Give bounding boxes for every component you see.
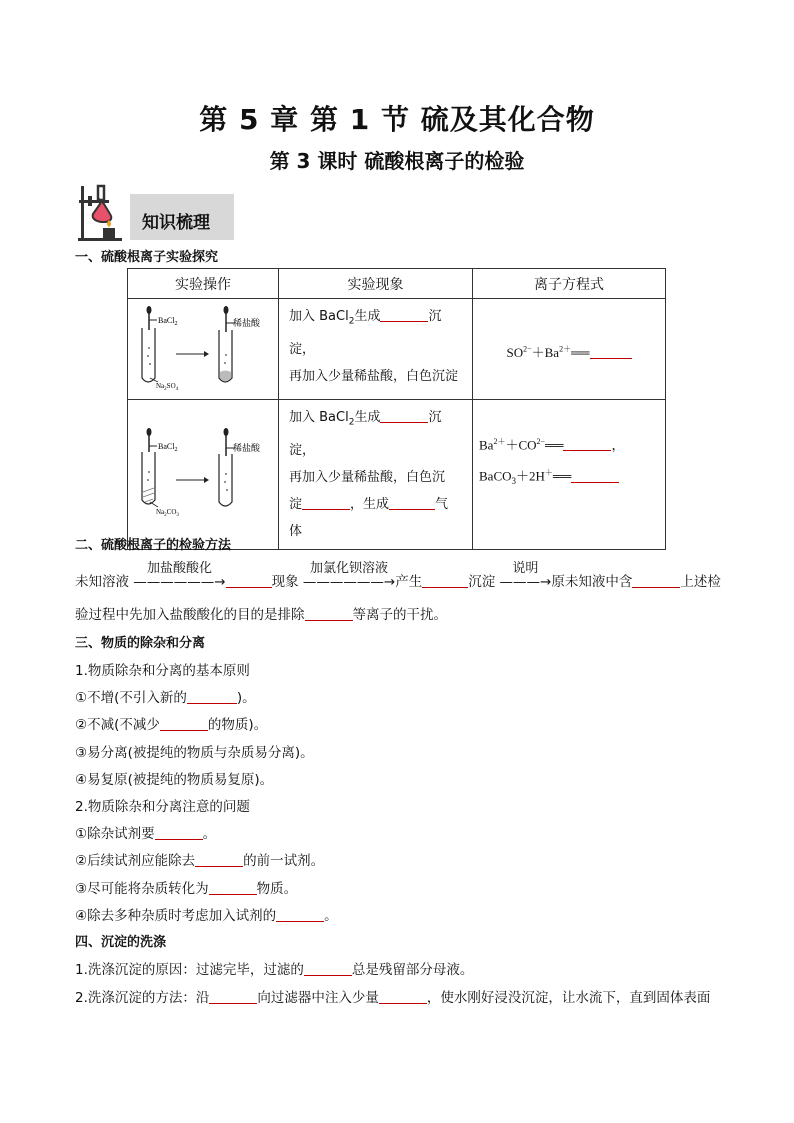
test-tube-icon [219, 330, 232, 382]
list-item: ②不减(不减少 的物质)。 [75, 717, 268, 733]
list-item: ①除杂试剂要 。 [75, 826, 217, 842]
answer-blank[interactable] [563, 437, 611, 451]
table-header-row [128, 269, 666, 299]
svg-text:Na2CO3: $Na_2CO_3$ [156, 508, 179, 519]
section-banner: 知识梳理 [130, 194, 234, 240]
list-item: ③尽可能将杂质转化为 物质。 [75, 881, 298, 897]
phenomenon-cell: 加入 BaCl$_2$生成 沉淀， 再加入少量稀盐酸，白色沉 淀 ，生成 气 体 [279, 400, 473, 550]
answer-blank[interactable] [160, 717, 208, 731]
header-operation: 实验操作 [128, 269, 279, 299]
arrow-label: 加氯化钡溶液 [310, 561, 389, 576]
answer-blank[interactable] [302, 496, 350, 510]
arrow-icon: ———→ [499, 574, 552, 590]
test-tube-icon [142, 452, 155, 504]
svg-text:稀盐酸: 稀盐酸 [233, 444, 261, 455]
equation-cell: $Ba^{2+}+CO^{2-}══$ ， BaCO$_3$＋2H＋══ [473, 400, 666, 550]
dropper-icon [224, 428, 229, 456]
page-title: 第 5 章 第 1 节 硫及其化合物 [199, 103, 595, 136]
answer-blank[interactable] [389, 496, 435, 510]
phenomenon-cell: 加入 BaCl$_2$生成 沉淀， 再加入少量稀盐酸，白色沉淀 [279, 299, 473, 400]
svg-text:BaCl2: BaCl$_2$ [158, 442, 178, 454]
dropper-icon [147, 428, 152, 452]
section-2-heading: 二、硫酸根离子的检验方法 [75, 538, 232, 553]
answer-blank[interactable] [187, 690, 237, 704]
header-equation: 离子方程式 [473, 269, 666, 299]
dropper-icon [224, 306, 229, 332]
answer-blank[interactable] [209, 881, 257, 895]
answer-blank[interactable] [304, 962, 352, 976]
washing-reason: 1.洗涤沉淀的原因：过滤完毕，过滤的 总是残留部分母液。 [75, 962, 474, 978]
arrow-label: 说明 [512, 561, 539, 576]
page-subtitle: 第 3 课时 硫酸根离子的检验 [269, 149, 525, 173]
answer-blank[interactable] [195, 853, 243, 867]
list-item: ②后续试剂应能除去 的前一试剂。 [75, 853, 325, 869]
answer-blank[interactable] [380, 409, 428, 423]
equation-cell: $SO^{2-}+Ba^{2+}══$ [473, 299, 666, 400]
table-row [128, 400, 666, 550]
arrow-icon [176, 477, 209, 483]
washing-method: 2.洗涤沉淀的方法：沿 向过滤器中注入少量 ，使水刚好浸没沉淀，让水流下，直到固体表面 [75, 990, 711, 1006]
list-item: ③易分离(被提纯的物质与杂质易分离)。 [75, 745, 314, 761]
phenomenon-text: 再加入少量稀盐酸，白色沉 [289, 469, 446, 485]
attention-subheading: 2.物质除杂和分离注意的问题 [75, 799, 250, 815]
phenomenon-text: 再加入少量稀盐酸，白色沉淀 [289, 368, 459, 384]
list-item: ④除去多种杂质时考虑加入试剂的 。 [75, 908, 338, 924]
answer-blank[interactable] [379, 990, 427, 1004]
answer-blank[interactable] [422, 574, 468, 588]
section-4-heading: 四、沉淀的洗涤 [75, 935, 167, 950]
svg-text:稀盐酸: 稀盐酸 [233, 319, 261, 329]
lab-flask-icon [76, 180, 136, 242]
arrow-label: 加盐酸酸化 [146, 561, 212, 576]
list-item: ④易复原(被提纯的物质易复原)。 [75, 772, 274, 788]
operation-diagram [128, 400, 279, 550]
arrow-icon [176, 351, 209, 357]
dropper-icon [147, 306, 152, 330]
phenomenon-text: 体 [289, 523, 303, 539]
test-tube-icon [142, 328, 155, 382]
svg-text:Na2SO4: $Na_2SO_4$ [156, 382, 179, 392]
test-tube-icon [219, 454, 232, 506]
table-row [128, 299, 666, 400]
answer-blank[interactable] [226, 574, 272, 588]
answer-blank[interactable] [276, 908, 324, 922]
section-3-heading: 三、物质的除杂和分离 [75, 636, 206, 651]
answer-blank[interactable] [571, 469, 619, 483]
svg-text:BaCl2: BaCl$_2$ [158, 316, 178, 327]
experiment-table [127, 268, 666, 550]
answer-blank[interactable] [380, 308, 428, 322]
section-1-heading: 一、硫酸根离子实验探究 [75, 250, 219, 265]
arrow-icon: ——————→ [302, 574, 396, 590]
answer-blank[interactable] [632, 574, 680, 588]
list-item: ①不增(不引入新的 )。 [75, 690, 256, 706]
answer-blank[interactable] [590, 345, 632, 359]
detection-purpose: 验过程中先加入盐酸酸化的目的是排除 等离子的干扰。 [75, 607, 447, 623]
detection-flow: 未知溶液 加盐酸酸化 ——————→ 现象 加氯化钡溶液 ——————→产生 沉淀 说明 ———→原未知液中含 上述检 [75, 570, 721, 590]
arrow-icon: ——————→ [133, 574, 226, 590]
answer-blank[interactable] [209, 990, 257, 1004]
operation-diagram [128, 299, 279, 400]
header-phenomenon: 实验现象 [279, 269, 473, 299]
principle-subheading: 1.物质除杂和分离的基本原则 [75, 663, 250, 679]
answer-blank[interactable] [155, 826, 203, 840]
answer-blank[interactable] [305, 607, 353, 621]
